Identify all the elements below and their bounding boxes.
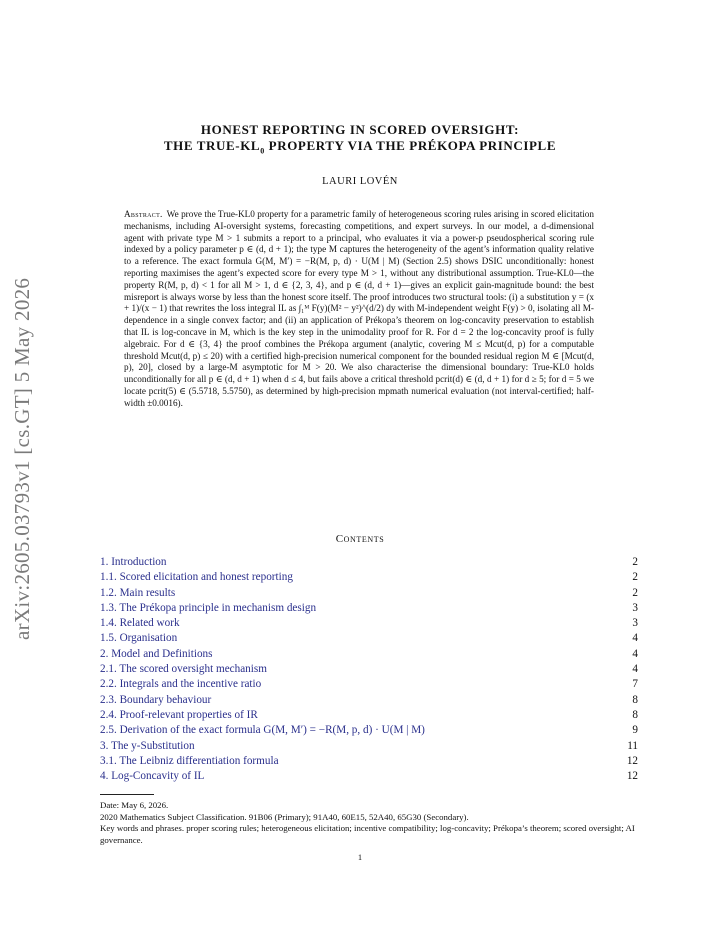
title-line-2 bbox=[0, 138, 720, 160]
toc-entry-link[interactable]: 3. The y-Substitution bbox=[100, 739, 195, 752]
toc-entry-link[interactable]: 2.5. Derivation of the exact formula G(M, M′) = −R(M, p, d) · U(M | M) bbox=[100, 724, 425, 737]
footnote-keywords: Key words and phrases. proper scoring rules; heterogeneous elicitation; incentive compatibility; log-concavity; Prékopa’s theorem; scored oversight; AI governance. bbox=[100, 823, 635, 845]
footnote-rule bbox=[100, 794, 154, 795]
page-number: 1 bbox=[357, 852, 363, 862]
toc-entry-link[interactable]: 1.2. Main results bbox=[100, 586, 176, 599]
toc-entry[interactable] bbox=[100, 648, 638, 663]
footnote-date: Date: May 6, 2026. bbox=[100, 800, 169, 810]
toc-entry[interactable] bbox=[100, 678, 638, 693]
toc-entry-page: 3 bbox=[632, 617, 638, 630]
title-line-1: HONEST REPORTING IN SCORED OVERSIGHT: bbox=[200, 122, 520, 137]
toc-entry-link[interactable]: 2.4. Proof-relevant properties of IR bbox=[100, 708, 258, 721]
toc-entry[interactable] bbox=[100, 724, 638, 739]
toc-entry-link[interactable]: 2.2. Integrals and the incentive ratio bbox=[100, 678, 262, 691]
abstract-body: We prove the True-KL0 property for a parametric family of heterogeneous scoring rules arising in scored elicitation mechanisms, including AI-oversight systems, forecasting competitions, and expert surveys. In our model, a d-dimensional agent with private type M > 1 submits a report to a principal, who evaluates it via a power-p pseudospherical scoring rule indexed by a policy parameter p ∈ (d, d + 1); the type M captures the heterogeneity of the agent’s information quality relative to a reference. The exact formula G(M, M′) = −R(M, p, d) · U(M | M) (Section 2.5) shows DSIC unconditionally: honest reporting maximises the agent’s expected score for every type M > 1, without any distributional assumption. True-KL0—the property R(M, p, d) < 1 for all M > 1, d ∈ {2, 3, 4}, and p ∈ (d, d + 1)—gives an explicit gain-magnitude bound: the best misreport is always worse by less than the honest score itself. The proof introduces two structural tools: (i) a substitution y = (x + 1)/(x − 1) that rewrites the loss integral IL as ∫₁ᴹ F(y)(M² − y²)^(d/2) dy with M-independent weight F(y) > 0, isolating all M-dependence in a single convex factor; and (ii) an application of Prékopa’s theorem on log-concavity preservation to establish that IL is log-concave in M, which is the key step in the unimodality proof for R. For d = 2 the log-concavity proof is fully algebraic. For d ∈ {3, 4} the proof combines the Prékopa argument (analytic, covering M ≤ Mcut(d, p) for a computable threshold Mcut(d, p) ≤ 20) with a certified high-precision numerical component for the bounded residual region M ∈ [Mcut(d, p), 20], closed by a large-M asymptotic for M > 20. We also characterise the dimensional boundary: True-KL0 holds unconditionally for all p ∈ (d, d + 1) when d ≤ 4, but fails above a critical threshold pcrit(d) ∈ (d, d + 1) for d ≥ 5; for d = 5 we locate pcrit(5) ∈ (5.5718, 5.5750), as determined by high-precision mpmath numerical evaluation (not interval-certified; half-width ±0.0016). bbox=[124, 209, 594, 408]
toc-entry[interactable] bbox=[100, 770, 638, 785]
toc-entry-link[interactable]: 1.3. The Prékopa principle in mechanism design bbox=[100, 601, 317, 614]
toc-entry-page: 2 bbox=[632, 571, 638, 584]
toc-entry-link[interactable]: 1.1. Scored elicitation and honest reporting bbox=[100, 571, 293, 584]
toc-entry-link[interactable]: 3.1. The Leibniz differentiation formula bbox=[100, 754, 279, 767]
title-line-2-suffix: PROPERTY VIA THE PRÉKOPA PRINCIPLE bbox=[264, 138, 557, 153]
toc-entry[interactable] bbox=[100, 740, 638, 755]
toc-entry[interactable] bbox=[100, 587, 638, 602]
toc-entry[interactable] bbox=[100, 663, 638, 678]
toc-entry-page: 4 bbox=[632, 663, 638, 676]
toc-entry-page: 8 bbox=[632, 708, 638, 721]
toc-entry[interactable] bbox=[100, 617, 638, 632]
toc-entry-page: 4 bbox=[632, 647, 638, 660]
toc-entry-link[interactable]: 1. Introduction bbox=[100, 556, 167, 568]
toc-entry-page: 11 bbox=[627, 739, 638, 752]
toc-entry[interactable] bbox=[100, 556, 638, 571]
toc-entry-page: 12 bbox=[626, 770, 638, 783]
toc-entry[interactable] bbox=[100, 602, 638, 617]
title-line-2-prefix: THE TRUE-KL bbox=[163, 138, 261, 153]
toc-entry-page: 4 bbox=[632, 632, 638, 645]
paper-title bbox=[0, 122, 720, 160]
toc-entry-link[interactable]: 4. Log-Concavity of IL bbox=[100, 770, 205, 783]
toc-entry-link[interactable]: 1.5. Organisation bbox=[100, 632, 178, 645]
toc-entry[interactable] bbox=[100, 755, 638, 770]
toc-entry[interactable] bbox=[100, 632, 638, 647]
footnote-msc: 2020 Mathematics Subject Classification. 91B06 (Primary); 91A40, 60E15, 52A40, 65G30 (Secondary). bbox=[100, 811, 469, 822]
toc-entry-page: 2 bbox=[632, 586, 638, 599]
toc-entry-link[interactable]: 1.4. Related work bbox=[100, 617, 180, 630]
table-of-contents bbox=[100, 556, 638, 785]
toc-entry-page: 12 bbox=[626, 754, 638, 767]
footnotes bbox=[88, 800, 643, 846]
toc-entry[interactable] bbox=[100, 571, 638, 586]
toc-entry-page: 7 bbox=[632, 678, 638, 691]
contents-heading: Contents bbox=[335, 533, 385, 545]
toc-entry-link[interactable]: 2.1. The scored oversight mechanism bbox=[100, 663, 267, 676]
toc-entry-page: 2 bbox=[632, 556, 638, 568]
abstract-heading: Abstract. bbox=[124, 209, 163, 219]
toc-entry-link[interactable]: 2.3. Boundary behaviour bbox=[100, 693, 212, 706]
toc-entry-link[interactable]: 2. Model and Definitions bbox=[100, 647, 213, 660]
arxiv-identifier-stamp: arXiv:2605.03793v1 [cs.GT] 5 May 2026 bbox=[10, 277, 34, 640]
title-line-2-subscript: 0 bbox=[260, 146, 265, 156]
toc-entry-page: 8 bbox=[632, 693, 638, 706]
toc-entry[interactable] bbox=[100, 694, 638, 709]
toc-entry-page: 9 bbox=[632, 724, 638, 737]
toc-entry[interactable] bbox=[100, 709, 638, 724]
abstract bbox=[124, 209, 594, 410]
author-name: LAURI LOVÉN bbox=[322, 176, 398, 187]
toc-entry-page: 3 bbox=[632, 601, 638, 614]
